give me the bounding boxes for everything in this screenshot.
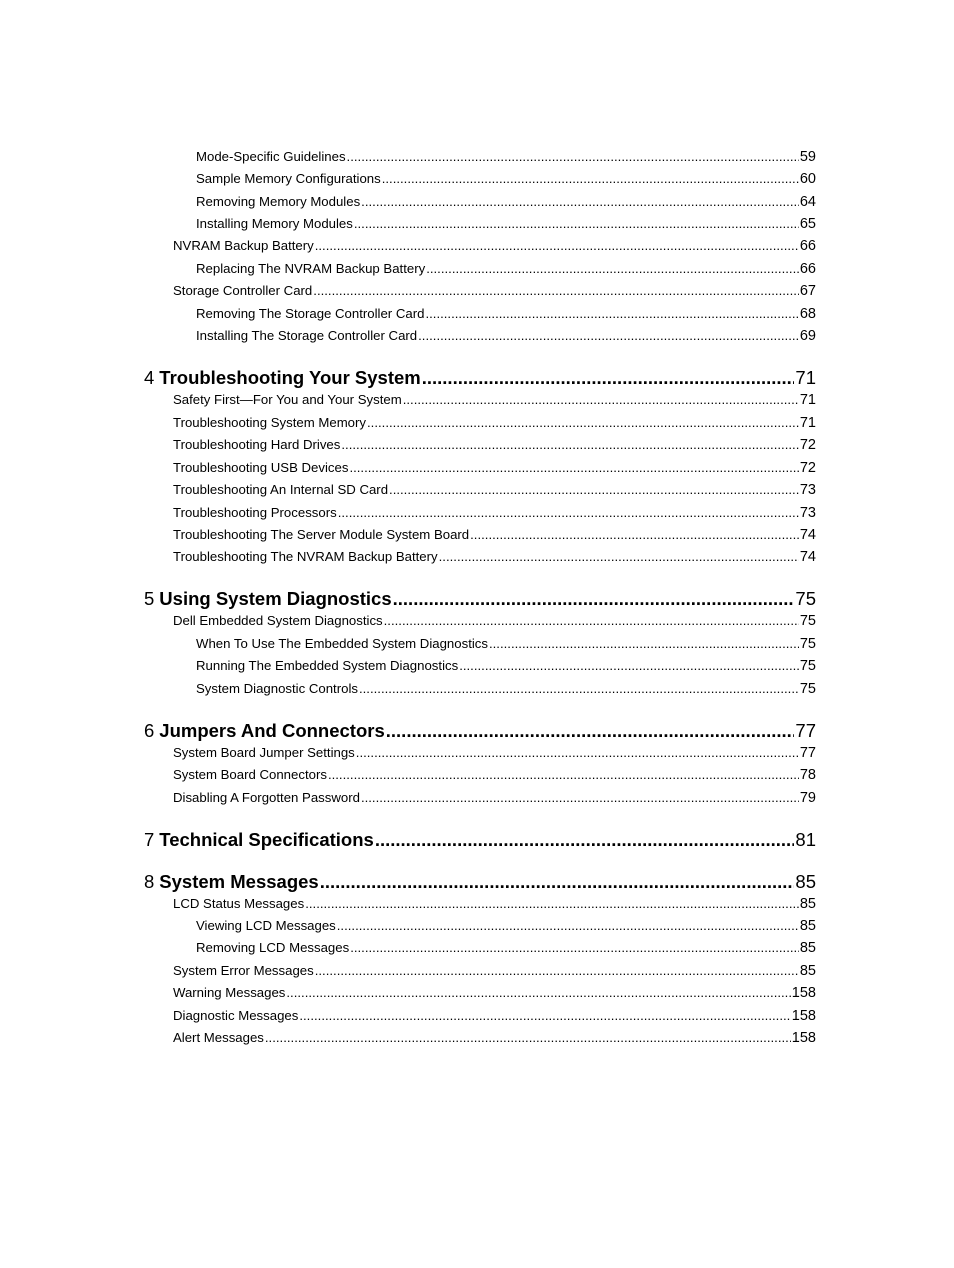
dot-leader xyxy=(341,437,798,452)
dot-leader xyxy=(347,149,799,164)
page-number: 65 xyxy=(799,216,816,232)
chapter-number: 7 xyxy=(144,829,155,850)
toc-entry[interactable] xyxy=(173,415,816,433)
chapter-number: 4 xyxy=(144,367,155,388)
toc-entry[interactable] xyxy=(173,238,816,256)
dot-leader xyxy=(338,505,799,520)
toc-entry[interactable] xyxy=(173,1030,816,1048)
entry-title: Troubleshooting Processors xyxy=(173,505,337,520)
page-number: 77 xyxy=(799,745,816,761)
toc-entry[interactable] xyxy=(196,681,816,699)
page-number: 64 xyxy=(799,194,816,210)
page-number: 66 xyxy=(799,238,816,254)
toc-entry[interactable] xyxy=(173,437,816,455)
dot-leader xyxy=(286,985,790,1000)
page-number: 75 xyxy=(795,588,816,609)
entry-title: Diagnostic Messages xyxy=(173,1008,299,1023)
dot-leader xyxy=(315,238,799,253)
entry-title: Technical Specifications xyxy=(159,829,374,850)
dot-leader xyxy=(426,261,799,276)
dot-leader xyxy=(489,636,799,651)
toc-chapter-entry[interactable] xyxy=(144,367,816,389)
dot-leader xyxy=(470,527,799,542)
page-number: 158 xyxy=(791,1030,816,1046)
entry-title: Sample Memory Configurations xyxy=(196,171,381,186)
toc-chapter-entry[interactable] xyxy=(144,588,816,610)
dot-leader xyxy=(299,1008,790,1023)
dot-leader xyxy=(425,306,798,321)
page-number: 60 xyxy=(799,171,816,187)
dot-leader xyxy=(349,460,798,475)
toc-entry[interactable] xyxy=(173,392,816,410)
entry-title: When To Use The Embedded System Diagnostics xyxy=(196,636,488,651)
chapter-number: 8 xyxy=(144,871,155,892)
entry-title: Replacing The NVRAM Backup Battery xyxy=(196,261,426,276)
page-number: 75 xyxy=(799,681,816,697)
entry-title: Removing LCD Messages xyxy=(196,940,350,955)
page-number: 74 xyxy=(799,549,816,565)
dot-leader xyxy=(328,767,799,782)
toc-entry[interactable] xyxy=(196,216,816,234)
toc-entry[interactable] xyxy=(173,963,816,981)
dot-leader xyxy=(375,829,795,851)
dot-leader xyxy=(354,216,799,231)
page-number: 67 xyxy=(799,283,816,299)
entry-title: Jumpers And Connectors xyxy=(159,720,385,741)
entry-title: Troubleshooting Your System xyxy=(159,367,421,388)
page-number: 71 xyxy=(799,392,816,408)
toc-chapter-entry[interactable] xyxy=(144,829,816,851)
dot-leader xyxy=(350,940,799,955)
page-number: 85 xyxy=(799,963,816,979)
toc-entry[interactable] xyxy=(196,149,816,167)
toc-entry[interactable] xyxy=(196,328,816,346)
toc-entry[interactable] xyxy=(173,283,816,301)
dot-leader xyxy=(382,171,799,186)
entry-title: Viewing LCD Messages xyxy=(196,918,336,933)
dot-leader xyxy=(315,963,799,978)
entry-title: Installing Memory Modules xyxy=(196,216,353,231)
toc-entry[interactable] xyxy=(173,896,816,914)
dot-leader xyxy=(265,1030,791,1045)
entry-title: System Error Messages xyxy=(173,963,314,978)
page-number: 73 xyxy=(799,505,816,521)
dot-leader xyxy=(356,745,799,760)
dot-leader xyxy=(386,720,795,742)
toc-entry[interactable] xyxy=(173,482,816,500)
dot-leader xyxy=(313,283,799,298)
entry-title: Troubleshooting The Server Module System Board xyxy=(173,527,470,542)
dot-leader xyxy=(389,482,799,497)
page-number: 72 xyxy=(799,460,816,476)
entry-title: Removing The Storage Controller Card xyxy=(196,306,425,321)
dot-leader xyxy=(384,613,799,628)
page-number: 77 xyxy=(795,720,816,741)
toc-entry[interactable] xyxy=(173,790,816,808)
dot-leader xyxy=(418,328,799,343)
entry-title: Storage Controller Card xyxy=(173,283,313,298)
dot-leader xyxy=(459,658,799,673)
page-number: 81 xyxy=(795,829,816,850)
dot-leader xyxy=(337,918,799,933)
toc-entry[interactable] xyxy=(173,1008,816,1026)
toc-entry[interactable] xyxy=(196,171,816,189)
toc-entry[interactable] xyxy=(173,613,816,631)
page-number: 75 xyxy=(799,658,816,674)
dot-leader xyxy=(305,896,799,911)
entry-title: Safety First—For You and Your System xyxy=(173,392,402,407)
page-number: 68 xyxy=(799,306,816,322)
dot-leader xyxy=(361,790,799,805)
toc-entry[interactable] xyxy=(196,194,816,212)
page-number: 71 xyxy=(795,367,816,388)
toc-entry[interactable] xyxy=(196,918,816,936)
entry-title: System Messages xyxy=(159,871,319,892)
toc-entry[interactable] xyxy=(196,940,816,958)
entry-title: LCD Status Messages xyxy=(173,896,305,911)
entry-title: Warning Messages xyxy=(173,985,286,1000)
entry-title: System Board Jumper Settings xyxy=(173,745,355,760)
entry-title: Troubleshooting The NVRAM Backup Battery xyxy=(173,549,438,564)
dot-leader xyxy=(359,681,799,696)
toc-entry[interactable] xyxy=(196,658,816,676)
toc-entry[interactable] xyxy=(173,985,816,1003)
toc-entry[interactable] xyxy=(173,527,816,545)
page-number: 85 xyxy=(799,918,816,934)
dot-leader xyxy=(320,871,795,893)
entry-title: System Board Connectors xyxy=(173,767,327,782)
entry-title: Alert Messages xyxy=(173,1030,264,1045)
dot-leader xyxy=(403,392,799,407)
toc-entry[interactable] xyxy=(173,505,816,523)
page-number: 72 xyxy=(799,437,816,453)
entry-title: Dell Embedded System Diagnostics xyxy=(173,613,383,628)
toc-entry[interactable] xyxy=(173,767,816,785)
page-number: 85 xyxy=(795,871,816,892)
entry-title: Troubleshooting System Memory xyxy=(173,415,367,430)
dot-leader xyxy=(393,588,795,610)
chapter-number: 5 xyxy=(144,588,155,609)
page-number: 75 xyxy=(799,636,816,652)
toc-entry[interactable] xyxy=(196,261,816,279)
toc-chapter-entry[interactable] xyxy=(144,871,816,893)
entry-title: Troubleshooting An Internal SD Card xyxy=(173,482,389,497)
dot-leader xyxy=(422,367,795,389)
page-number: 79 xyxy=(799,790,816,806)
page-number: 85 xyxy=(799,940,816,956)
entry-title: Mode-Specific Guidelines xyxy=(196,149,346,164)
entry-title: Using System Diagnostics xyxy=(159,588,392,609)
dot-leader xyxy=(367,415,799,430)
page-number: 66 xyxy=(799,261,816,277)
entry-title: NVRAM Backup Battery xyxy=(173,238,314,253)
entry-title: System Diagnostic Controls xyxy=(196,681,358,696)
dot-leader xyxy=(361,194,799,209)
page-number: 158 xyxy=(791,1008,816,1024)
toc-entry[interactable] xyxy=(196,636,816,654)
page-number: 69 xyxy=(799,328,816,344)
toc-entry[interactable] xyxy=(173,549,816,567)
page-number: 71 xyxy=(799,415,816,431)
toc-entry[interactable] xyxy=(173,460,816,478)
page-number: 78 xyxy=(799,767,816,783)
toc-entry[interactable] xyxy=(173,745,816,763)
page-number: 59 xyxy=(799,149,816,165)
toc-chapter-entry[interactable] xyxy=(144,720,816,742)
page-number: 75 xyxy=(799,613,816,629)
entry-title: Installing The Storage Controller Card xyxy=(196,328,418,343)
entry-title: Disabling A Forgotten Password xyxy=(173,790,360,805)
entry-title: Troubleshooting USB Devices xyxy=(173,460,349,475)
toc-entry[interactable] xyxy=(196,306,816,324)
entry-title: Running The Embedded System Diagnostics xyxy=(196,658,459,673)
entry-title: Troubleshooting Hard Drives xyxy=(173,437,341,452)
chapter-number: 6 xyxy=(144,720,155,741)
page-number: 85 xyxy=(799,896,816,912)
page-number: 73 xyxy=(799,482,816,498)
page-number: 158 xyxy=(791,985,816,1001)
entry-title: Removing Memory Modules xyxy=(196,194,361,209)
page-number: 74 xyxy=(799,527,816,543)
dot-leader xyxy=(439,549,799,564)
